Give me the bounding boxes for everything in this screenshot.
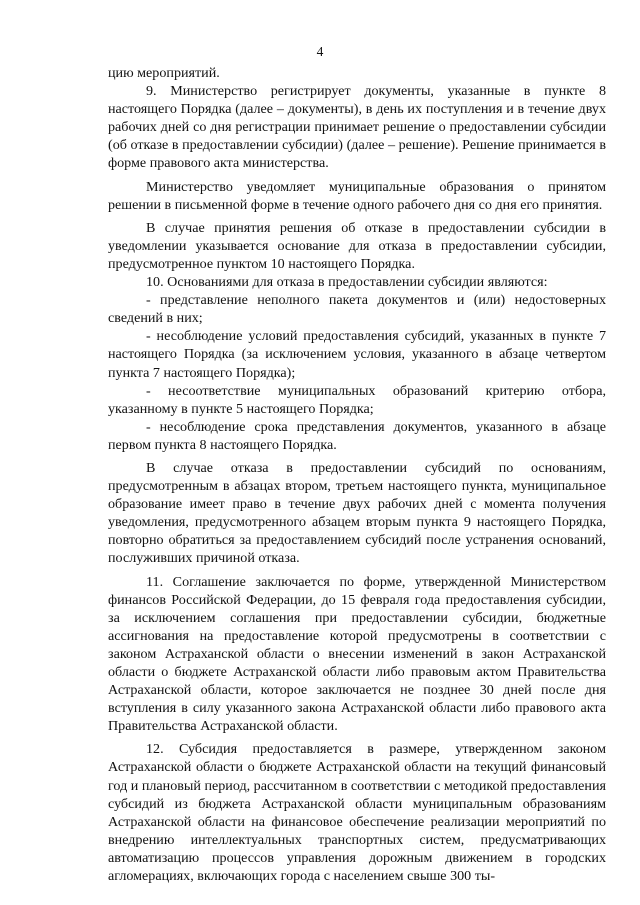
paragraph: 9. Министерство регистрирует документы, указанные в пункте 8 настоящего Порядка (далее – документы), в день их поступления и в течение двух рабочих дней со дня регистрации принимает решение о предоставлении субсидии (об отказе в предоставлении субсидии) (далее – решение). Решение принимается в форме правового акта министерства. — [108, 83, 606, 172]
document-body — [108, 64, 606, 885]
paragraph: В случае отказа в предоставлении субсидий по основаниям, предусмотренным в абзацах втором, третьем настоящего пункта, муниципальное образование имеет право в течение двух рабочих дней с момента получения уведомления, предусмотренного абзацем вторым пункта 9 настоящего Порядка, повторно обратиться за предоставлением субсидий после устранения оснований, послуживших причиной отказа. — [108, 459, 606, 567]
paragraph: - представление неполного пакета документов и (или) недостоверных сведений в них; — [108, 292, 606, 327]
paragraph: 12. Субсидия предоставляется в размере, утвержденном законом Астраханской области о бюджете Астраханской области на текущий финансовый год и плановый период, рассчитанном в соответствии с методикой предоставления субсидий из бюджета Астраханской области муниципальным образованиям Астраханской области на финансовое обеспечение реализации мероприятий по внедрению интеллектуальных транспортных систем, предусматривающих автоматизацию процессов управления дорожным движением в городских агломерациях, включающих города с населением свыше 300 ты- — [108, 741, 606, 885]
paragraph: - несоответствие муниципальных образований критерию отбора, указанному в пункте 5 настоящего Порядка; — [108, 382, 606, 417]
page-number: 4 — [316, 44, 324, 59]
paragraph: Министерство уведомляет муниципальные образования о принятом решении в письменной форме в течение одного рабочего дня со дня его принятия. — [108, 178, 606, 213]
paragraph: - несоблюдение срока представления документов, указанного в абзаце первом пункта 8 настоящего Порядка. — [108, 418, 606, 453]
paragraph: цию мероприятий. — [108, 65, 220, 81]
paragraph: - несоблюдение условий предоставления субсидий, указанных в пункте 7 настоящего Порядка (за исключением условия, указанного в абзаце четвертом пункта 7 настоящего Порядка); — [108, 328, 606, 381]
paragraph: 10. Основаниями для отказа в предоставлении субсидии являются: — [146, 274, 548, 291]
paragraph: 11. Соглашение заключается по форме, утвержденной Министерством финансов Российской Федерации, до 15 февраля года предоставления субсидии, за исключением соглашения при предоставлении субсидии, бюджетные ассигнования на предоставление которой предусмотрены в соответствии с законом Астраханской области о внесении изменений в закон Астраханской области о бюджете Астраханской области либо правовым актом Правительства Астраханской области, которое заключается не позднее 30 дней после дня вступления в силу указанного закона Астраханской области либо правового акта Правительства Астраханской области. — [108, 573, 606, 735]
paragraph: В случае принятия решения об отказе в предоставлении субсидии в уведомлении указывается основание для отказа в предоставлении субсидии, предусмотренное пунктом 10 настоящего Порядка. — [108, 219, 606, 272]
